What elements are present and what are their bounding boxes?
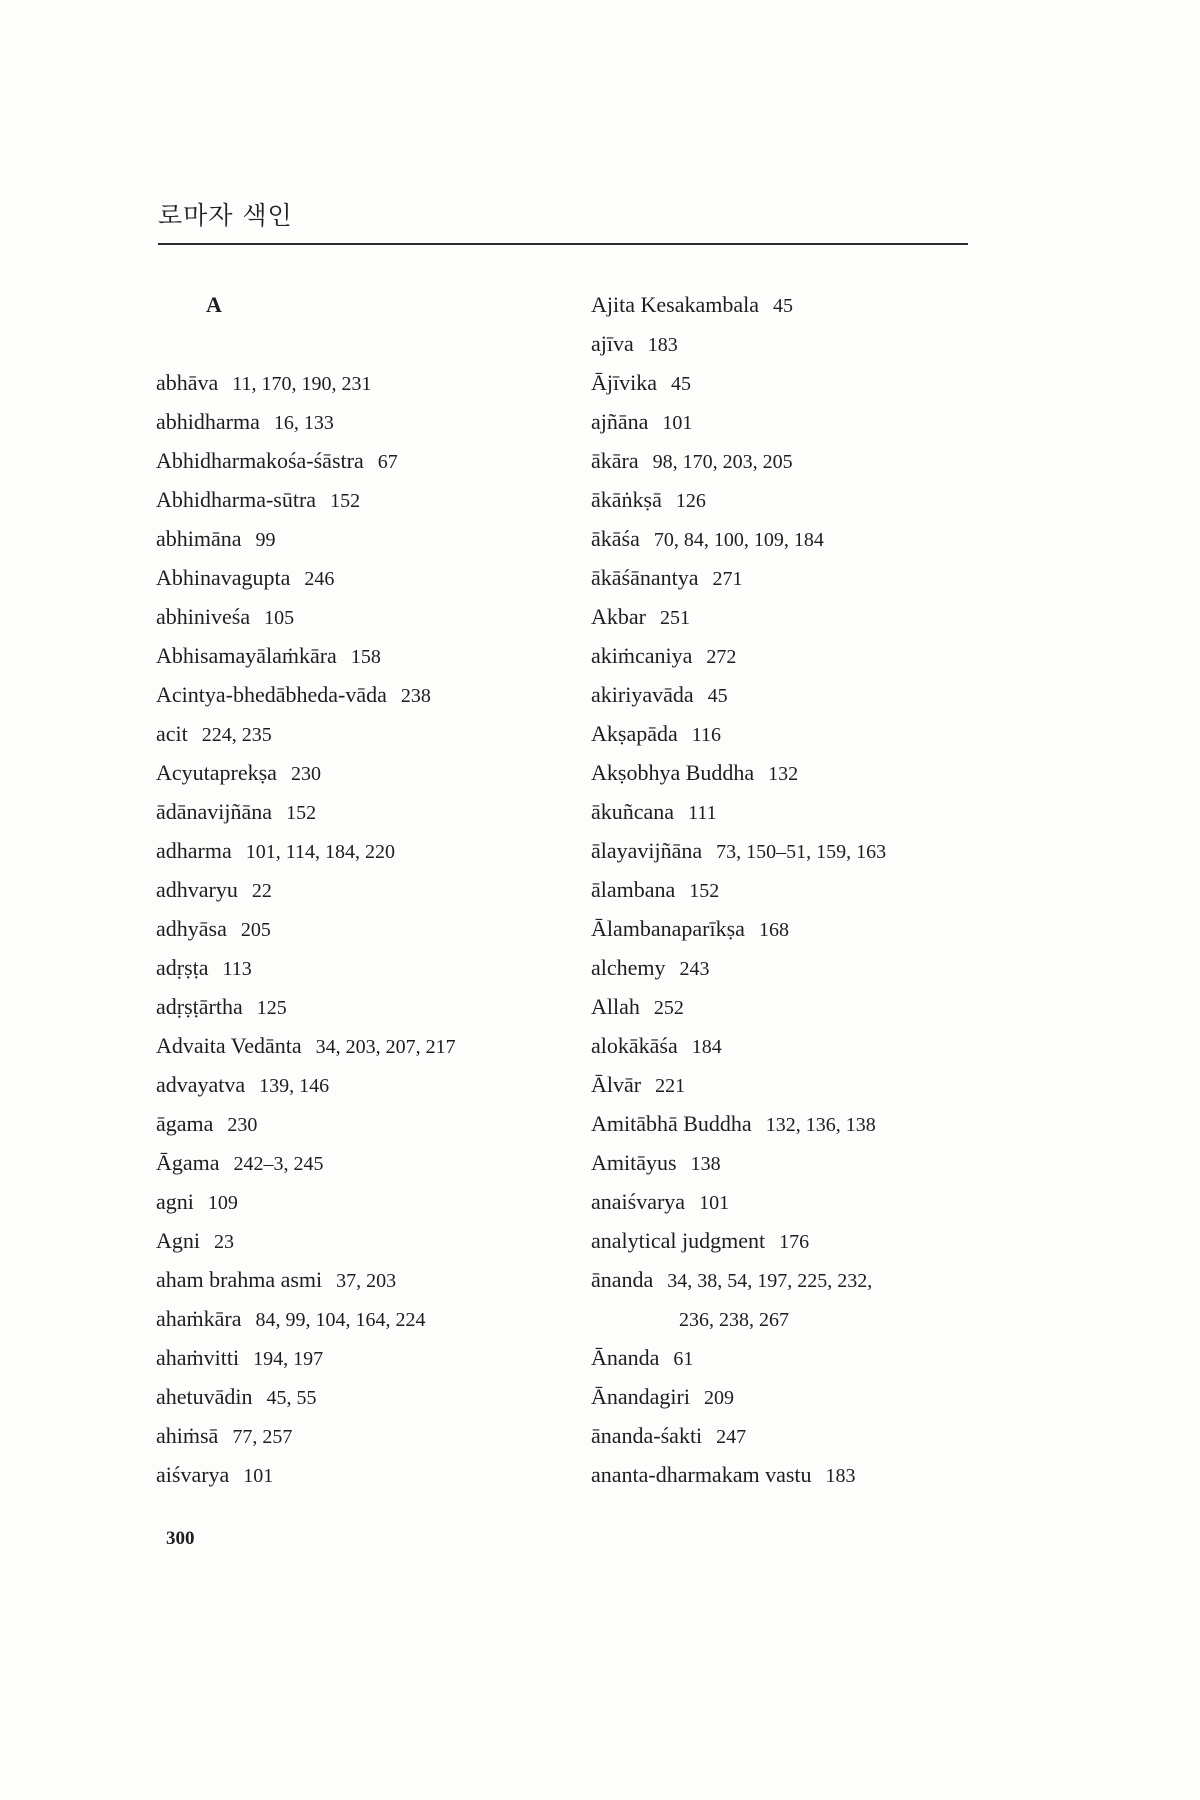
index-pages: 22 [251, 880, 272, 902]
index-pages: 152 [286, 802, 317, 824]
index-term: ānanda-śakti [591, 1423, 703, 1448]
index-pages: 168 [758, 919, 789, 941]
index-entry [591, 363, 991, 402]
section-letter: A [206, 292, 222, 317]
index-entry [591, 753, 991, 792]
index-term: Allah [591, 994, 640, 1019]
index-pages: 132 [768, 763, 799, 785]
index-entry [591, 1299, 991, 1338]
index-pages: 158 [350, 646, 381, 668]
index-term: adhyāsa [156, 916, 227, 941]
index-entry [591, 792, 991, 831]
index-term: ahetuvādin [156, 1384, 253, 1409]
index-term: Ānanda [591, 1345, 660, 1370]
index-term: Ānandagiri [591, 1384, 690, 1409]
index-entry [591, 1338, 991, 1377]
index-term: Agni [156, 1228, 200, 1253]
index-term: ajñāna [591, 409, 649, 434]
index-pages: 138 [690, 1153, 721, 1175]
index-term: ānanda [591, 1267, 654, 1292]
index-entry [156, 987, 556, 1026]
index-term: Acyutaprekṣa [156, 760, 277, 785]
index-term: Ajita Kesakambala [591, 292, 759, 317]
index-term: ākāra [591, 448, 639, 473]
index-column-right [591, 285, 991, 1494]
index-term: ādānavijñāna [156, 799, 273, 824]
index-entry [591, 285, 991, 324]
index-entry [156, 831, 556, 870]
index-term: acit [156, 721, 188, 746]
index-entry [156, 558, 556, 597]
index-term: ākuñcana [591, 799, 675, 824]
index-entry [591, 1260, 991, 1299]
index-pages: 99 [255, 529, 276, 551]
index-entry [156, 792, 556, 831]
index-entry [156, 1260, 556, 1299]
index-entry [591, 1065, 991, 1104]
index-term: adṛṣṭārtha [156, 994, 243, 1019]
index-entry [591, 519, 991, 558]
index-pages: 84, 99, 104, 164, 224 [255, 1309, 426, 1331]
index-entry [156, 948, 556, 987]
index-entry [591, 870, 991, 909]
index-pages: 67 [377, 451, 398, 473]
index-entry [591, 402, 991, 441]
index-entry [156, 1182, 556, 1221]
index-entry [156, 1455, 556, 1494]
index-pages: 243 [679, 958, 710, 980]
index-pages: 116 [691, 724, 722, 746]
index-pages: 272 [706, 646, 737, 668]
index-entry [591, 714, 991, 753]
index-pages: 184 [691, 1036, 722, 1058]
index-entry [156, 753, 556, 792]
index-term: Ājīvika [591, 370, 657, 395]
index-entry [156, 870, 556, 909]
index-entry [591, 1104, 991, 1143]
index-term: akiṁcaniya [591, 643, 693, 668]
index-entry [156, 480, 556, 519]
index-entry [591, 831, 991, 870]
index-pages: 194, 197 [253, 1348, 324, 1370]
index-pages: 37, 203 [336, 1270, 397, 1292]
index-term: āgama [156, 1111, 214, 1136]
index-entry [156, 1299, 556, 1338]
index-term: ālambana [591, 877, 676, 902]
index-pages: 132, 136, 138 [765, 1114, 876, 1136]
index-term: ākāśa [591, 526, 640, 551]
index-term: ahaṁkāra [156, 1306, 242, 1331]
index-entry [156, 519, 556, 558]
index-term: alokākāśa [591, 1033, 678, 1058]
index-entry [591, 1182, 991, 1221]
index-pages: 34, 38, 54, 197, 225, 232, [667, 1270, 873, 1292]
index-term: adṛṣṭa [156, 955, 209, 980]
index-entry [156, 1221, 556, 1260]
index-entry [156, 1338, 556, 1377]
index-term: Ālambanaparīkṣa [591, 916, 745, 941]
index-term: adhvaryu [156, 877, 238, 902]
index-pages: 73, 150–51, 159, 163 [716, 841, 887, 863]
index-pages: 221 [655, 1075, 686, 1097]
index-pages: 16, 133 [273, 412, 334, 434]
index-pages: 242–3, 245 [233, 1153, 324, 1175]
index-pages: 246 [304, 568, 335, 590]
index-term: ākāṅkṣā [591, 487, 662, 512]
index-term: ālayavijñāna [591, 838, 703, 863]
index-entry [156, 1377, 556, 1416]
index-pages: 61 [673, 1348, 694, 1370]
index-pages: 101, 114, 184, 220 [245, 841, 395, 863]
index-entry [156, 636, 556, 675]
index-term: Āgama [156, 1150, 220, 1175]
index-pages: 183 [647, 334, 678, 356]
index-term: abhāva [156, 370, 219, 395]
index-term: analytical judgment [591, 1228, 766, 1253]
index-pages: 152 [689, 880, 720, 902]
index-pages: 152 [330, 490, 361, 512]
index-entry [591, 1455, 991, 1494]
index-entry [591, 324, 991, 363]
index-term: Amitāyus [591, 1150, 677, 1175]
running-head: 로마자 색인 [158, 201, 293, 230]
index-term: advayatva [156, 1072, 246, 1097]
index-term: Advaita Vedānta [156, 1033, 302, 1058]
index-pages: 125 [256, 997, 287, 1019]
index-entry [156, 363, 556, 402]
page-number: 300 [166, 1528, 195, 1549]
index-pages: 230 [227, 1114, 258, 1136]
index-pages: 11, 170, 190, 231 [232, 373, 372, 395]
index-entry [591, 948, 991, 987]
index-pages: 113 [222, 958, 252, 980]
index-entry [591, 1143, 991, 1182]
index-pages: 111 [688, 802, 717, 824]
index-entry [591, 909, 991, 948]
index-pages: 45 [707, 685, 728, 707]
index-pages: 126 [675, 490, 706, 512]
index-term: Abhidharmakośa-śāstra [156, 448, 364, 473]
index-pages: 230 [290, 763, 321, 785]
index-term: abhimāna [156, 526, 242, 551]
index-term: ajīva [591, 331, 634, 356]
index-pages: 101 [662, 412, 693, 434]
index-pages: 238 [400, 685, 431, 707]
index-pages: 101 [243, 1465, 274, 1487]
index-term: Akṣapāda [591, 721, 678, 746]
index-pages: 45 [671, 373, 691, 395]
index-term: Ālvār [591, 1072, 642, 1097]
index-entry [591, 1416, 991, 1455]
index-entry [591, 480, 991, 519]
index-entry [156, 597, 556, 636]
index-term: Akbar [591, 604, 646, 629]
index-term: abhidharma [156, 409, 260, 434]
index-term: agni [156, 1189, 194, 1214]
index-pages: 183 [825, 1465, 856, 1487]
index-term: Abhidharma-sūtra [156, 487, 317, 512]
index-term: Acintya-bhedābheda-vāda [156, 682, 387, 707]
index-entry [591, 558, 991, 597]
index-entry [156, 441, 556, 480]
index-entry [156, 909, 556, 948]
index-term: ākāśānantya [591, 565, 699, 590]
index-entry [591, 1221, 991, 1260]
index-pages: 251 [659, 607, 690, 629]
index-entry [156, 1104, 556, 1143]
index-entry [156, 402, 556, 441]
index-column-left [156, 285, 556, 1494]
index-term: Akṣobhya Buddha [591, 760, 755, 785]
index-pages: 70, 84, 100, 109, 184 [653, 529, 824, 551]
index-term: Abhisamayālaṁkāra [156, 643, 337, 668]
index-pages: 271 [712, 568, 743, 590]
index-pages: 45, 55 [266, 1387, 317, 1409]
section-spacer [156, 324, 556, 363]
index-pages: 209 [703, 1387, 734, 1409]
index-term: aiśvarya [156, 1462, 230, 1487]
index-entry [591, 636, 991, 675]
index-term: aham brahma asmi [156, 1267, 323, 1292]
index-pages: 101 [699, 1192, 730, 1214]
index-entry [156, 1143, 556, 1182]
index-term: ahaṁvitti [156, 1345, 240, 1370]
index-entry [156, 1065, 556, 1104]
index-entry [591, 597, 991, 636]
index-pages: 77, 257 [232, 1426, 293, 1448]
index-entry [156, 1026, 556, 1065]
index-entry [591, 1026, 991, 1065]
index-entry [156, 714, 556, 753]
index-entry [591, 675, 991, 714]
index-entry [591, 1377, 991, 1416]
index-pages: 252 [653, 997, 684, 1019]
index-pages: 176 [779, 1231, 810, 1253]
index-entry [591, 987, 991, 1026]
index-term: abhiniveśa [156, 604, 251, 629]
index-term: Amitābhā Buddha [591, 1111, 752, 1136]
index-term: alchemy [591, 955, 666, 980]
index-pages: 247 [716, 1426, 747, 1448]
index-term: Abhinavagupta [156, 565, 291, 590]
index-term: anaiśvarya [591, 1189, 686, 1214]
index-entry [156, 675, 556, 714]
index-pages: 236, 238, 267 [679, 1309, 789, 1331]
index-pages: 205 [240, 919, 271, 941]
index-entry [591, 441, 991, 480]
index-term: adharma [156, 838, 232, 863]
index-term: ananta-dharmakam vastu [591, 1462, 812, 1487]
index-pages: 23 [214, 1231, 234, 1253]
index-entry [156, 1416, 556, 1455]
index-pages: 45 [773, 295, 793, 317]
header-rule [158, 243, 968, 245]
index-pages: 105 [264, 607, 295, 629]
index-pages: 98, 170, 203, 205 [652, 451, 793, 473]
index-term: ahiṁsā [156, 1423, 219, 1448]
index-pages: 139, 146 [259, 1075, 330, 1097]
index-pages: 224, 235 [201, 724, 272, 746]
index-pages: 34, 203, 207, 217 [315, 1036, 456, 1058]
index-term: akiriyavāda [591, 682, 694, 707]
index-pages: 109 [207, 1192, 238, 1214]
